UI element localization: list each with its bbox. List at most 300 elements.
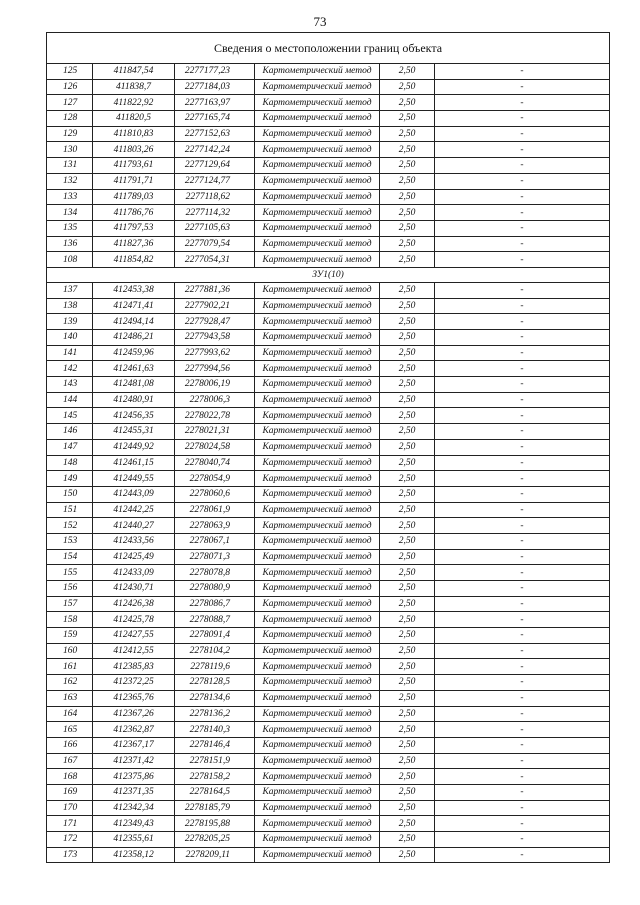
accuracy-cell: 2,50: [380, 314, 435, 330]
table-row: [47, 220, 610, 236]
y-coordinate-cell: 2278209,11: [175, 847, 255, 863]
method-cell: Картометрический метод: [255, 455, 380, 471]
description-cell: -: [435, 612, 610, 628]
point-number-cell: 143: [47, 377, 93, 393]
y-coordinate-cell: 2278054,9: [175, 471, 255, 487]
y-coordinate-cell: 2278021,31: [175, 424, 255, 440]
method-cell: Картометрический метод: [255, 79, 380, 95]
accuracy-cell: 2,50: [380, 408, 435, 424]
point-number-cell: 164: [47, 706, 93, 722]
accuracy-cell: 2,50: [380, 236, 435, 252]
point-number-cell: 155: [47, 565, 93, 581]
method-cell: Картометрический метод: [255, 282, 380, 298]
description-cell: -: [435, 205, 610, 221]
section-label: ЗУ1(10): [47, 267, 610, 282]
method-cell: Картометрический метод: [255, 471, 380, 487]
table-row: [47, 549, 610, 565]
method-cell: Картометрический метод: [255, 675, 380, 691]
y-coordinate-cell: 2277152,63: [175, 126, 255, 142]
x-coordinate-cell: 412372,25: [93, 675, 175, 691]
table-row: [47, 832, 610, 848]
accuracy-cell: 2,50: [380, 361, 435, 377]
table-row: [47, 439, 610, 455]
y-coordinate-cell: 2277943,58: [175, 330, 255, 346]
point-number-cell: 158: [47, 612, 93, 628]
y-coordinate-cell: 2278022,78: [175, 408, 255, 424]
x-coordinate-cell: 412371,42: [93, 753, 175, 769]
y-coordinate-cell: 2277994,56: [175, 361, 255, 377]
x-coordinate-cell: 412459,96: [93, 345, 175, 361]
method-cell: Картометрический метод: [255, 314, 380, 330]
method-cell: Картометрический метод: [255, 361, 380, 377]
method-cell: Картометрический метод: [255, 502, 380, 518]
x-coordinate-cell: 412342,34: [93, 800, 175, 816]
y-coordinate-cell: 2277177,23: [175, 64, 255, 80]
x-coordinate-cell: 412385,83: [93, 659, 175, 675]
x-coordinate-cell: 412453,38: [93, 282, 175, 298]
accuracy-cell: 2,50: [380, 565, 435, 581]
table-row: [47, 502, 610, 518]
table-row: [47, 816, 610, 832]
point-number-cell: 140: [47, 330, 93, 346]
point-number-cell: 156: [47, 581, 93, 597]
accuracy-cell: 2,50: [380, 455, 435, 471]
description-cell: -: [435, 596, 610, 612]
method-cell: Картометрический метод: [255, 518, 380, 534]
table-row: [47, 518, 610, 534]
accuracy-cell: 2,50: [380, 377, 435, 393]
y-coordinate-cell: 2278060,6: [175, 486, 255, 502]
y-coordinate-cell: 2278006,19: [175, 377, 255, 393]
description-cell: -: [435, 236, 610, 252]
table-row: [47, 424, 610, 440]
method-cell: Картометрический метод: [255, 753, 380, 769]
accuracy-cell: 2,50: [380, 737, 435, 753]
description-cell: -: [435, 189, 610, 205]
y-coordinate-cell: 2278140,3: [175, 722, 255, 738]
accuracy-cell: 2,50: [380, 612, 435, 628]
x-coordinate-cell: 412461,15: [93, 455, 175, 471]
point-number-cell: 157: [47, 596, 93, 612]
table-row: [47, 675, 610, 691]
table-row: [47, 126, 610, 142]
accuracy-cell: 2,50: [380, 173, 435, 189]
point-number-cell: 168: [47, 769, 93, 785]
y-coordinate-cell: 2278164,5: [175, 784, 255, 800]
point-number-cell: 136: [47, 236, 93, 252]
point-number-cell: 144: [47, 392, 93, 408]
y-coordinate-cell: 2278067,1: [175, 533, 255, 549]
x-coordinate-cell: 412461,63: [93, 361, 175, 377]
table-row: [47, 659, 610, 675]
point-number-cell: 147: [47, 439, 93, 455]
table-row: [47, 784, 610, 800]
description-cell: -: [435, 816, 610, 832]
y-coordinate-cell: 2278134,6: [175, 690, 255, 706]
x-coordinate-cell: 411791,71: [93, 173, 175, 189]
description-cell: -: [435, 533, 610, 549]
accuracy-cell: 2,50: [380, 330, 435, 346]
method-cell: Картометрический метод: [255, 643, 380, 659]
table-row: [47, 282, 610, 298]
method-cell: Картометрический метод: [255, 533, 380, 549]
description-cell: -: [435, 518, 610, 534]
x-coordinate-cell: 412443,09: [93, 486, 175, 502]
x-coordinate-cell: 412427,55: [93, 628, 175, 644]
method-cell: Картометрический метод: [255, 236, 380, 252]
method-cell: Картометрический метод: [255, 816, 380, 832]
description-cell: -: [435, 737, 610, 753]
y-coordinate-cell: 2278136,2: [175, 706, 255, 722]
description-cell: -: [435, 784, 610, 800]
x-coordinate-cell: 411820,5: [93, 111, 175, 127]
description-cell: -: [435, 95, 610, 111]
description-cell: -: [435, 142, 610, 158]
description-cell: -: [435, 392, 610, 408]
x-coordinate-cell: 411810,83: [93, 126, 175, 142]
table-row: [47, 800, 610, 816]
description-cell: -: [435, 111, 610, 127]
y-coordinate-cell: 2278185,79: [175, 800, 255, 816]
method-cell: Картометрический метод: [255, 612, 380, 628]
point-number-cell: 159: [47, 628, 93, 644]
method-cell: Картометрический метод: [255, 173, 380, 189]
accuracy-cell: 2,50: [380, 439, 435, 455]
method-cell: Картометрический метод: [255, 800, 380, 816]
x-coordinate-cell: 412362,87: [93, 722, 175, 738]
x-coordinate-cell: 411847,54: [93, 64, 175, 80]
x-coordinate-cell: 412367,26: [93, 706, 175, 722]
point-number-cell: 129: [47, 126, 93, 142]
point-number-cell: 137: [47, 282, 93, 298]
method-cell: Картометрический метод: [255, 486, 380, 502]
x-coordinate-cell: 412349,43: [93, 816, 175, 832]
method-cell: Картометрический метод: [255, 628, 380, 644]
point-number-cell: 134: [47, 205, 93, 221]
accuracy-cell: 2,50: [380, 64, 435, 80]
y-coordinate-cell: 2278061,9: [175, 502, 255, 518]
description-cell: -: [435, 769, 610, 785]
point-number-cell: 160: [47, 643, 93, 659]
accuracy-cell: 2,50: [380, 784, 435, 800]
table-row: [47, 205, 610, 221]
boundary-coordinates-table: [46, 32, 610, 863]
table-row: [47, 769, 610, 785]
method-cell: Картометрический метод: [255, 392, 380, 408]
table-row: [47, 111, 610, 127]
y-coordinate-cell: 2278104,2: [175, 643, 255, 659]
point-number-cell: 127: [47, 95, 93, 111]
x-coordinate-cell: 412412,55: [93, 643, 175, 659]
description-cell: -: [435, 628, 610, 644]
table-title-row: [47, 33, 610, 64]
x-coordinate-cell: 412449,55: [93, 471, 175, 487]
table-row: [47, 158, 610, 174]
table-row: [47, 392, 610, 408]
point-number-cell: 165: [47, 722, 93, 738]
y-coordinate-cell: 2277881,36: [175, 282, 255, 298]
y-coordinate-cell: 2278146,4: [175, 737, 255, 753]
y-coordinate-cell: 2277114,32: [175, 205, 255, 221]
method-cell: Картометрический метод: [255, 706, 380, 722]
point-number-cell: 153: [47, 533, 93, 549]
method-cell: Картометрический метод: [255, 581, 380, 597]
table-row: [47, 252, 610, 268]
method-cell: Картометрический метод: [255, 832, 380, 848]
accuracy-cell: 2,50: [380, 643, 435, 659]
description-cell: -: [435, 847, 610, 863]
table-row: [47, 189, 610, 205]
accuracy-cell: 2,50: [380, 424, 435, 440]
description-cell: -: [435, 753, 610, 769]
description-cell: -: [435, 424, 610, 440]
table-row: [47, 753, 610, 769]
accuracy-cell: 2,50: [380, 392, 435, 408]
description-cell: -: [435, 455, 610, 471]
table-row: [47, 298, 610, 314]
x-coordinate-cell: 411854,82: [93, 252, 175, 268]
point-number-cell: 151: [47, 502, 93, 518]
y-coordinate-cell: 2278151,9: [175, 753, 255, 769]
point-number-cell: 154: [47, 549, 93, 565]
description-cell: -: [435, 220, 610, 236]
method-cell: Картометрический метод: [255, 722, 380, 738]
method-cell: Картометрический метод: [255, 659, 380, 675]
method-cell: Картометрический метод: [255, 111, 380, 127]
y-coordinate-cell: 2277163,97: [175, 95, 255, 111]
y-coordinate-cell: 2277993,62: [175, 345, 255, 361]
accuracy-cell: 2,50: [380, 659, 435, 675]
y-coordinate-cell: 2277079,54: [175, 236, 255, 252]
x-coordinate-cell: 411822,92: [93, 95, 175, 111]
y-coordinate-cell: 2277928,47: [175, 314, 255, 330]
description-cell: -: [435, 361, 610, 377]
description-cell: -: [435, 706, 610, 722]
accuracy-cell: 2,50: [380, 252, 435, 268]
y-coordinate-cell: 2278063,9: [175, 518, 255, 534]
table-row: [47, 706, 610, 722]
point-number-cell: 135: [47, 220, 93, 236]
description-cell: -: [435, 643, 610, 659]
method-cell: Картометрический метод: [255, 424, 380, 440]
section-header-row: [47, 267, 610, 282]
table-row: [47, 455, 610, 471]
x-coordinate-cell: 412367,17: [93, 737, 175, 753]
accuracy-cell: 2,50: [380, 832, 435, 848]
point-number-cell: 162: [47, 675, 93, 691]
x-coordinate-cell: 412449,92: [93, 439, 175, 455]
method-cell: Картометрический метод: [255, 330, 380, 346]
x-coordinate-cell: 412358,12: [93, 847, 175, 863]
x-coordinate-cell: 412425,49: [93, 549, 175, 565]
description-cell: -: [435, 408, 610, 424]
table-row: [47, 690, 610, 706]
accuracy-cell: 2,50: [380, 581, 435, 597]
point-number-cell: 149: [47, 471, 93, 487]
accuracy-cell: 2,50: [380, 675, 435, 691]
x-coordinate-cell: 412355,61: [93, 832, 175, 848]
description-cell: -: [435, 298, 610, 314]
point-number-cell: 171: [47, 816, 93, 832]
y-coordinate-cell: 2277165,74: [175, 111, 255, 127]
table-row: [47, 79, 610, 95]
point-number-cell: 173: [47, 847, 93, 863]
method-cell: Картометрический метод: [255, 252, 380, 268]
y-coordinate-cell: 2278080,9: [175, 581, 255, 597]
table-title: Сведения о местоположении границ объекта: [47, 33, 610, 64]
accuracy-cell: 2,50: [380, 753, 435, 769]
method-cell: Картометрический метод: [255, 205, 380, 221]
accuracy-cell: 2,50: [380, 79, 435, 95]
table-row: [47, 612, 610, 628]
method-cell: Картометрический метод: [255, 220, 380, 236]
table-row: [47, 737, 610, 753]
x-coordinate-cell: 412471,41: [93, 298, 175, 314]
accuracy-cell: 2,50: [380, 471, 435, 487]
y-coordinate-cell: 2278024,58: [175, 439, 255, 455]
y-coordinate-cell: 2278086,7: [175, 596, 255, 612]
accuracy-cell: 2,50: [380, 533, 435, 549]
y-coordinate-cell: 2277105,63: [175, 220, 255, 236]
y-coordinate-cell: 2278088,7: [175, 612, 255, 628]
method-cell: Картометрический метод: [255, 439, 380, 455]
method-cell: Картометрический метод: [255, 737, 380, 753]
point-number-cell: 128: [47, 111, 93, 127]
method-cell: Картометрический метод: [255, 596, 380, 612]
point-number-cell: 169: [47, 784, 93, 800]
x-coordinate-cell: 412440,27: [93, 518, 175, 534]
x-coordinate-cell: 411803,26: [93, 142, 175, 158]
description-cell: -: [435, 549, 610, 565]
y-coordinate-cell: 2278006,3: [175, 392, 255, 408]
x-coordinate-cell: 411786,76: [93, 205, 175, 221]
table-row: [47, 847, 610, 863]
y-coordinate-cell: 2278158,2: [175, 769, 255, 785]
table-row: [47, 330, 610, 346]
y-coordinate-cell: 2277124,77: [175, 173, 255, 189]
x-coordinate-cell: 412481,08: [93, 377, 175, 393]
x-coordinate-cell: 412426,38: [93, 596, 175, 612]
point-number-cell: 166: [47, 737, 93, 753]
table-row: [47, 377, 610, 393]
x-coordinate-cell: 412433,56: [93, 533, 175, 549]
description-cell: -: [435, 659, 610, 675]
x-coordinate-cell: 411793,61: [93, 158, 175, 174]
y-coordinate-cell: 2278128,5: [175, 675, 255, 691]
description-cell: -: [435, 158, 610, 174]
point-number-cell: 148: [47, 455, 93, 471]
x-coordinate-cell: 412455,31: [93, 424, 175, 440]
x-coordinate-cell: 411797,53: [93, 220, 175, 236]
table-row: [47, 565, 610, 581]
description-cell: -: [435, 832, 610, 848]
point-number-cell: 133: [47, 189, 93, 205]
table-row: [47, 486, 610, 502]
method-cell: Картометрический метод: [255, 784, 380, 800]
description-cell: -: [435, 800, 610, 816]
table-row: [47, 236, 610, 252]
method-cell: Картометрический метод: [255, 769, 380, 785]
table-row: [47, 596, 610, 612]
table-row: [47, 643, 610, 659]
table-row: [47, 345, 610, 361]
point-number-cell: 138: [47, 298, 93, 314]
point-number-cell: 108: [47, 252, 93, 268]
accuracy-cell: 2,50: [380, 690, 435, 706]
description-cell: -: [435, 690, 610, 706]
description-cell: -: [435, 64, 610, 80]
y-coordinate-cell: 2278071,3: [175, 549, 255, 565]
table-row: [47, 533, 610, 549]
accuracy-cell: 2,50: [380, 298, 435, 314]
accuracy-cell: 2,50: [380, 95, 435, 111]
y-coordinate-cell: 2278195,88: [175, 816, 255, 832]
point-number-cell: 130: [47, 142, 93, 158]
description-cell: -: [435, 345, 610, 361]
table-row: [47, 581, 610, 597]
x-coordinate-cell: 412371,35: [93, 784, 175, 800]
accuracy-cell: 2,50: [380, 282, 435, 298]
point-number-cell: 141: [47, 345, 93, 361]
accuracy-cell: 2,50: [380, 126, 435, 142]
description-cell: -: [435, 377, 610, 393]
accuracy-cell: 2,50: [380, 502, 435, 518]
x-coordinate-cell: 411789,03: [93, 189, 175, 205]
accuracy-cell: 2,50: [380, 158, 435, 174]
point-number-cell: 131: [47, 158, 93, 174]
y-coordinate-cell: 2278040,74: [175, 455, 255, 471]
description-cell: -: [435, 314, 610, 330]
x-coordinate-cell: 412486,21: [93, 330, 175, 346]
accuracy-cell: 2,50: [380, 205, 435, 221]
table-row: [47, 628, 610, 644]
description-cell: -: [435, 252, 610, 268]
table-row: [47, 722, 610, 738]
accuracy-cell: 2,50: [380, 596, 435, 612]
x-coordinate-cell: 412365,76: [93, 690, 175, 706]
point-number-cell: 132: [47, 173, 93, 189]
table-row: [47, 142, 610, 158]
description-cell: -: [435, 79, 610, 95]
y-coordinate-cell: 2278205,25: [175, 832, 255, 848]
page-number: 73: [313, 14, 327, 29]
y-coordinate-cell: 2277902,21: [175, 298, 255, 314]
table-row: [47, 471, 610, 487]
point-number-cell: 142: [47, 361, 93, 377]
method-cell: Картометрический метод: [255, 847, 380, 863]
description-cell: -: [435, 471, 610, 487]
x-coordinate-cell: 412494,14: [93, 314, 175, 330]
point-number-cell: 172: [47, 832, 93, 848]
point-number-cell: 161: [47, 659, 93, 675]
table-row: [47, 173, 610, 189]
table-row: [47, 408, 610, 424]
point-number-cell: 167: [47, 753, 93, 769]
x-coordinate-cell: 412433,09: [93, 565, 175, 581]
y-coordinate-cell: 2278119,6: [175, 659, 255, 675]
point-number-cell: 146: [47, 424, 93, 440]
description-cell: -: [435, 502, 610, 518]
method-cell: Картометрический метод: [255, 377, 380, 393]
description-cell: -: [435, 486, 610, 502]
table-row: [47, 95, 610, 111]
x-coordinate-cell: 411827,36: [93, 236, 175, 252]
accuracy-cell: 2,50: [380, 189, 435, 205]
method-cell: Картометрический метод: [255, 690, 380, 706]
point-number-cell: 170: [47, 800, 93, 816]
accuracy-cell: 2,50: [380, 111, 435, 127]
accuracy-cell: 2,50: [380, 800, 435, 816]
